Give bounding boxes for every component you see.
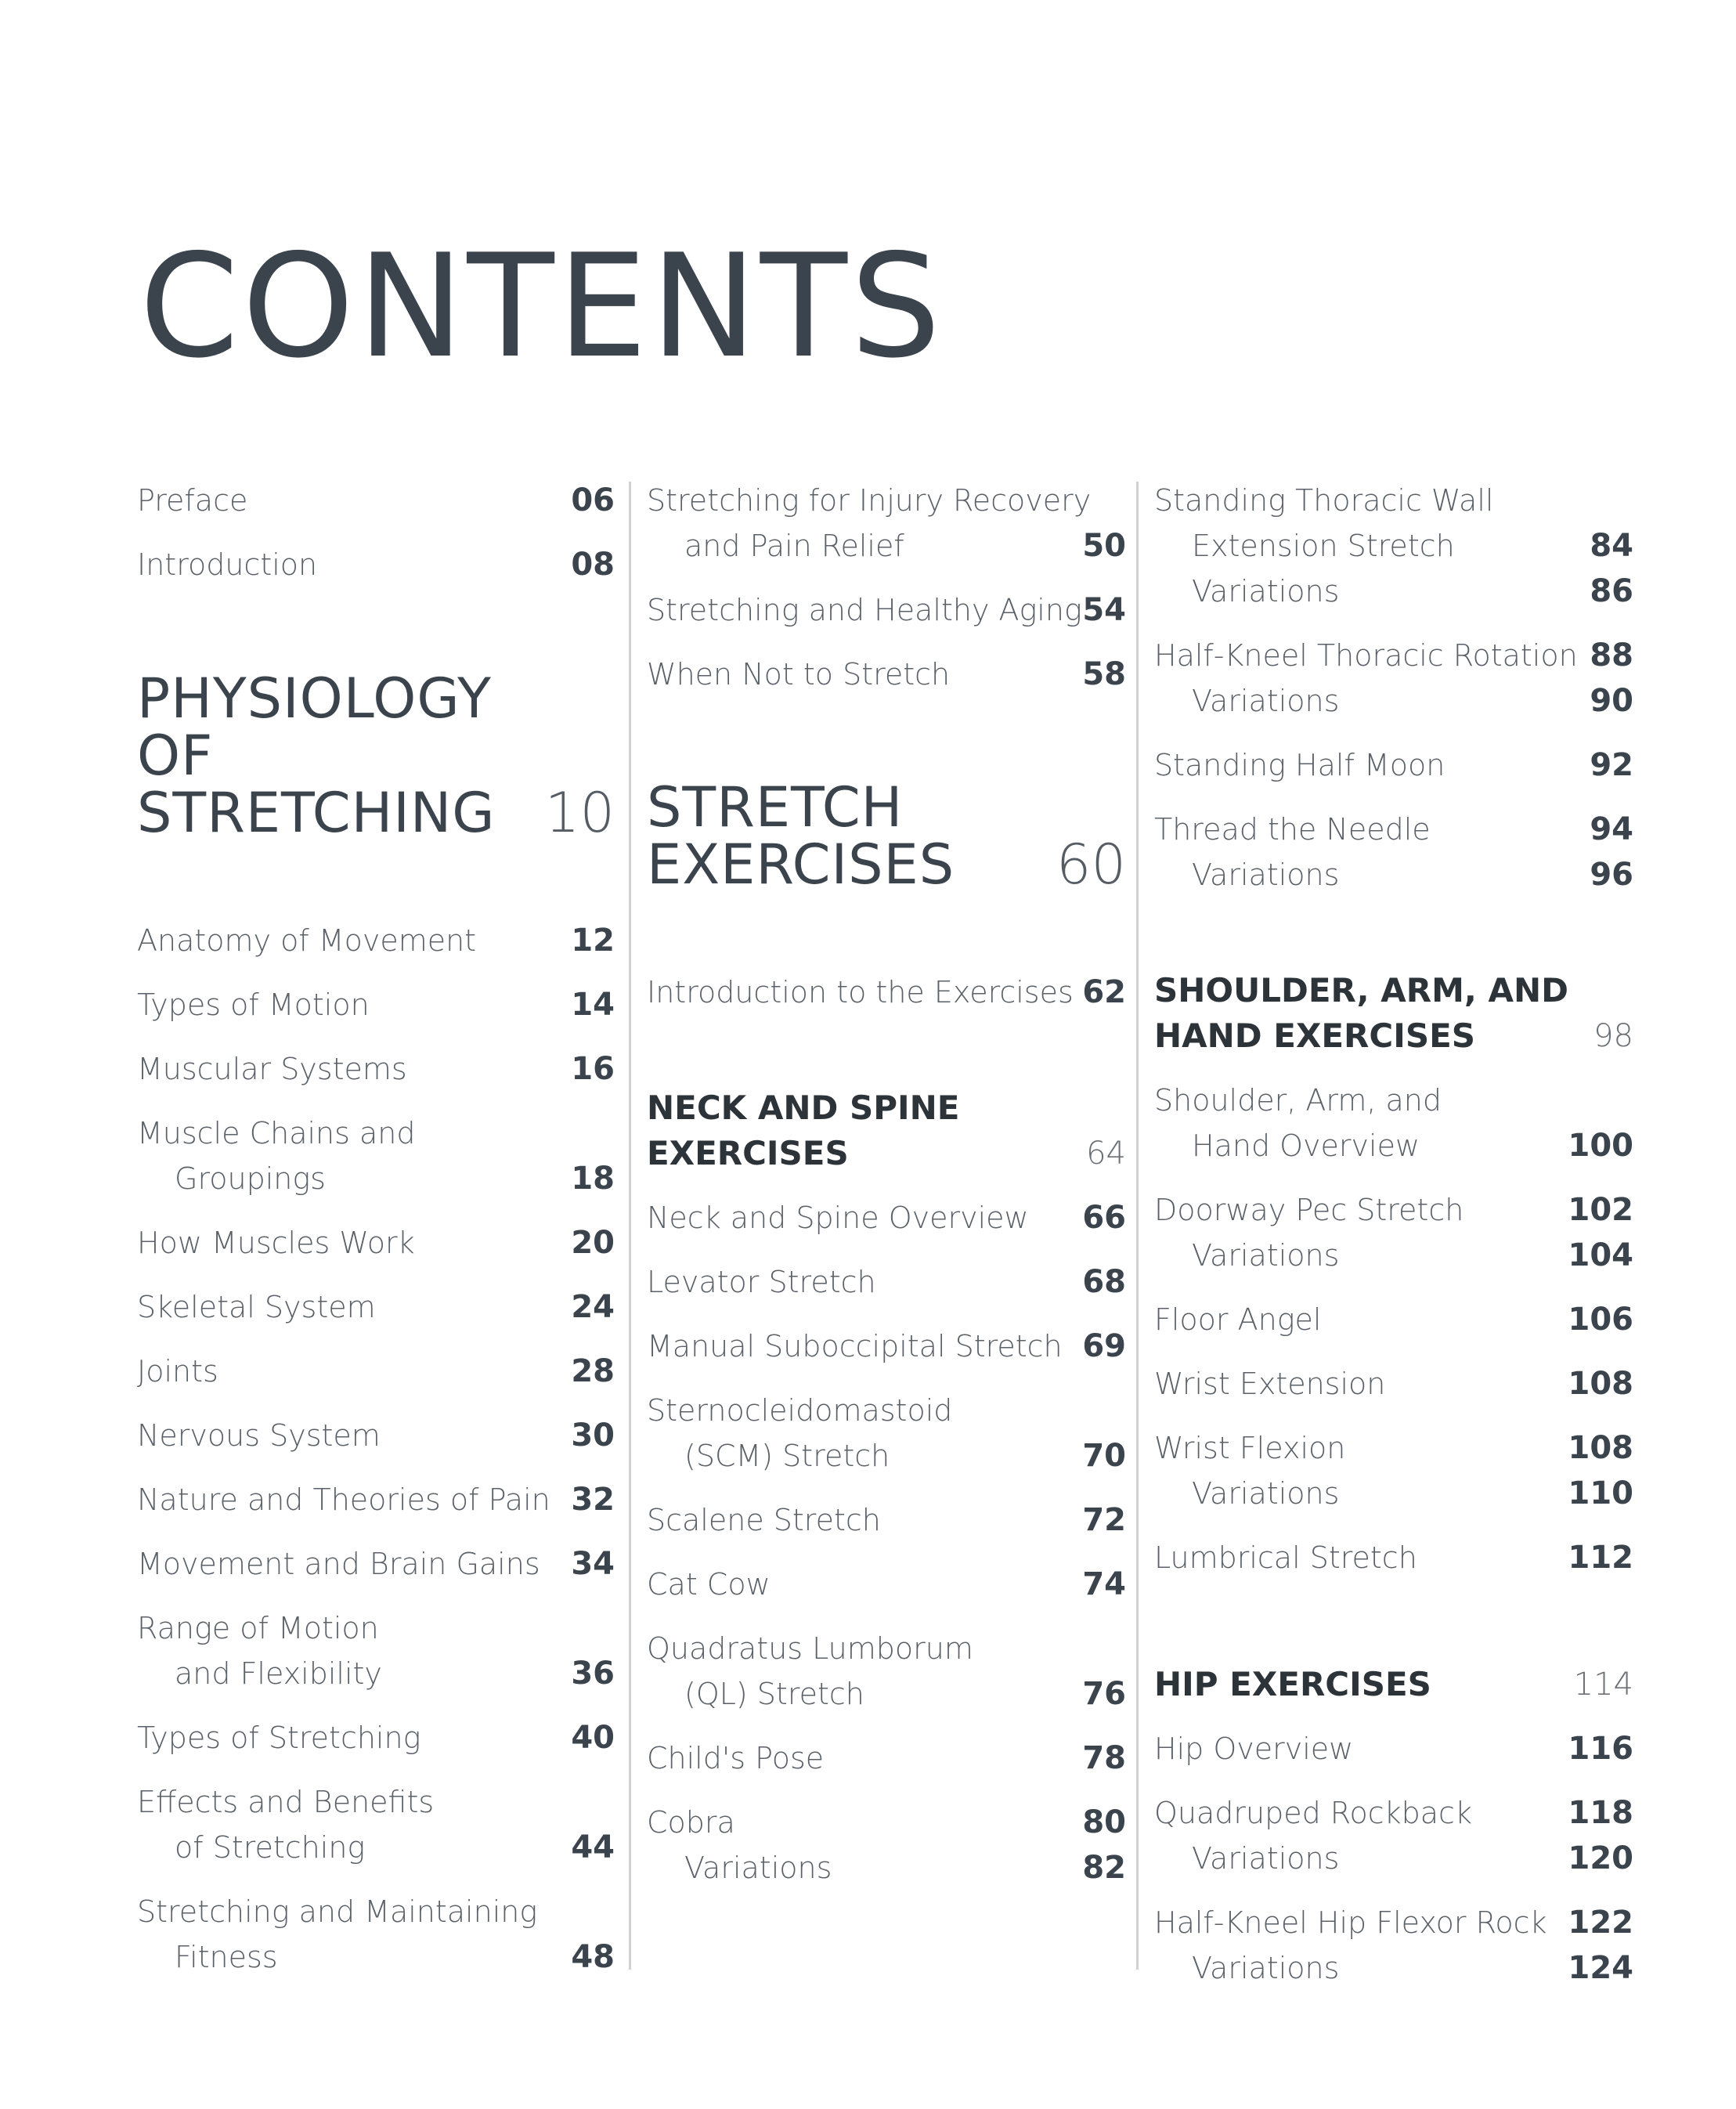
toc-entry-label[interactable]: Doorway Pec Stretch: [1154, 1193, 1464, 1227]
toc-entry-page: 90: [1590, 683, 1633, 719]
toc-entry-label[interactable]: Standing Half Moon: [1154, 748, 1445, 782]
toc-entry-label[interactable]: Variations: [1192, 1238, 1340, 1273]
toc-entry-label[interactable]: Neck and Spine Overview: [647, 1201, 1029, 1235]
toc-entry-label[interactable]: Half-Kneel Hip Flexor Rock: [1154, 1905, 1547, 1940]
toc-entry-label[interactable]: Thread the Needle: [1154, 812, 1431, 847]
toc-entry-label[interactable]: Variations: [1192, 858, 1340, 892]
toc-entry-label[interactable]: Variations: [684, 1851, 832, 1885]
toc-entry-page: 74: [1082, 1566, 1126, 1602]
toc-entry-label[interactable]: Effects and Benefits: [137, 1785, 435, 1819]
toc-entry-page: 86: [1590, 573, 1633, 609]
toc-entry-label[interactable]: Muscle Chains and: [137, 1116, 416, 1150]
toc-entry-page: 80: [1082, 1804, 1126, 1840]
toc-entry-label[interactable]: Quadruped Rockback: [1154, 1796, 1472, 1830]
subsection-page: 64: [1086, 1136, 1126, 1172]
toc-entry-page: 76: [1082, 1676, 1126, 1712]
page-title: CONTENTS: [139, 223, 944, 389]
toc-entry-label[interactable]: (SCM) Stretch: [684, 1439, 890, 1473]
toc-entry-label[interactable]: Cat Cow: [647, 1567, 771, 1602]
toc-entry-label[interactable]: Variations: [1192, 1951, 1340, 1985]
toc-entry-page: 124: [1568, 1950, 1633, 1986]
section-title[interactable]: STRETCHING: [137, 781, 496, 845]
toc-entry-label[interactable]: of Stretching: [175, 1830, 366, 1865]
toc-entry-label[interactable]: and Flexibility: [175, 1656, 382, 1691]
toc-entry-page: 48: [571, 1939, 615, 1975]
toc-entry-page: 18: [571, 1161, 615, 1197]
toc-entry-label[interactable]: Quadratus Lumborum: [647, 1631, 973, 1666]
toc-entry-label[interactable]: Child's Pose: [647, 1741, 825, 1775]
toc-entry-page: 118: [1568, 1795, 1633, 1831]
toc-entry-page: 100: [1568, 1128, 1633, 1164]
toc-entry-page: 58: [1082, 656, 1126, 692]
toc-entry-page: 16: [571, 1051, 615, 1087]
toc-entry-page: 88: [1590, 637, 1633, 674]
toc-entry-page: 08: [571, 547, 615, 583]
section-title[interactable]: OF: [137, 724, 214, 788]
toc-entry-label[interactable]: How Muscles Work: [137, 1226, 415, 1260]
toc-entry-page: 120: [1568, 1840, 1633, 1876]
toc-entry-label[interactable]: Wrist Extension: [1154, 1367, 1386, 1401]
toc-entry-page: 96: [1590, 857, 1633, 893]
toc-entry-label[interactable]: Range of Motion: [137, 1611, 379, 1645]
toc-entry-page: 70: [1082, 1438, 1126, 1474]
toc-entry-label[interactable]: Extension Stretch: [1192, 529, 1455, 563]
toc-entry-page: 104: [1568, 1237, 1633, 1273]
section-title[interactable]: STRETCH: [647, 775, 904, 840]
toc-entry-label[interactable]: Skeletal System: [137, 1290, 376, 1324]
toc-entry-page: 68: [1082, 1264, 1126, 1300]
toc-entry-label[interactable]: Variations: [1192, 684, 1340, 718]
subsection-page: 98: [1593, 1018, 1633, 1054]
toc-entry-label[interactable]: Preface: [137, 483, 248, 518]
toc-entry-label[interactable]: Nature and Theories of Pain: [137, 1482, 550, 1517]
toc-entry-page: 20: [571, 1225, 615, 1261]
section-page: 60: [1056, 832, 1126, 897]
column-divider: [1136, 482, 1139, 1970]
toc-entry-page: 34: [571, 1546, 615, 1582]
toc-entry-label[interactable]: Variations: [1192, 1841, 1340, 1876]
section-title[interactable]: EXERCISES: [647, 832, 955, 897]
toc-entry-label[interactable]: Stretching and Maintaining: [137, 1894, 538, 1929]
toc-entry-label[interactable]: Stretching and Healthy Aging: [647, 593, 1082, 627]
toc-entry-label[interactable]: Variations: [1192, 1476, 1340, 1511]
toc-entry-page: 36: [571, 1656, 615, 1692]
toc-entry-page: 108: [1568, 1366, 1633, 1402]
toc-entry-label[interactable]: Floor Angel: [1154, 1302, 1322, 1337]
subsection-title[interactable]: NECK AND SPINE: [647, 1089, 960, 1127]
section-page: 10: [544, 781, 615, 845]
toc-entry-label[interactable]: Shoulder, Arm, and: [1154, 1083, 1442, 1118]
subsection-title[interactable]: HIP EXERCISES: [1154, 1665, 1431, 1703]
toc-entry-page: 62: [1082, 974, 1126, 1010]
subsection-title[interactable]: HAND EXERCISES: [1154, 1017, 1476, 1055]
toc-entry-page: 112: [1568, 1540, 1633, 1576]
toc-entry-page: 24: [571, 1289, 615, 1325]
toc-entry-page: 40: [571, 1720, 615, 1756]
toc-entry-page: 116: [1568, 1731, 1633, 1767]
toc-entry-page: 12: [571, 923, 615, 959]
toc-entry-page: 28: [571, 1353, 615, 1389]
toc-entry-label[interactable]: Half-Kneel Thoracic Rotation: [1154, 638, 1578, 673]
toc-entry-label[interactable]: Sternocleidomastoid: [647, 1393, 953, 1428]
toc-entry-page: 32: [571, 1482, 615, 1518]
toc-entry-label[interactable]: Muscular Systems: [137, 1052, 407, 1086]
toc-entry-label[interactable]: and Pain Relief: [684, 529, 904, 563]
toc-entry-page: 66: [1082, 1200, 1126, 1236]
toc-entry-label[interactable]: Scalene Stretch: [647, 1503, 881, 1537]
toc-entry-page: 72: [1082, 1502, 1126, 1538]
toc-entry-label[interactable]: Hip Overview: [1154, 1732, 1354, 1766]
toc-entry-label[interactable]: When Not to Stretch: [647, 657, 951, 692]
toc-entry-page: 50: [1082, 528, 1126, 564]
toc-entry-page: 06: [571, 482, 615, 518]
toc-entry-page: 14: [571, 987, 615, 1023]
toc-entry-page: 106: [1568, 1302, 1633, 1338]
toc-entry-label[interactable]: Manual Suboccipital Stretch: [647, 1329, 1063, 1363]
toc-entry-page: 44: [571, 1829, 615, 1865]
toc-entry-label[interactable]: Types of Motion: [137, 988, 370, 1022]
toc-entry-label[interactable]: Stretching for Injury Recovery: [647, 483, 1092, 518]
toc-entry-label[interactable]: Introduction: [137, 547, 318, 582]
toc-entry-label[interactable]: Movement and Brain Gains: [137, 1547, 540, 1581]
toc-entry-label[interactable]: Anatomy of Movement: [137, 923, 477, 958]
toc-entry-label[interactable]: Joints: [137, 1354, 218, 1389]
subsection-page: 114: [1573, 1667, 1633, 1703]
toc-entry-label[interactable]: Wrist Flexion: [1154, 1431, 1346, 1465]
toc-entry-label[interactable]: Nervous System: [137, 1418, 381, 1453]
toc-entry-label[interactable]: Standing Thoracic Wall: [1154, 483, 1494, 518]
toc-entry-label[interactable]: Fitness: [175, 1940, 278, 1974]
column-divider: [629, 482, 631, 1970]
subsection-title[interactable]: EXERCISES: [647, 1134, 849, 1172]
section-title[interactable]: PHYSIOLOGY: [137, 666, 492, 731]
toc-entry-page: 102: [1568, 1192, 1633, 1228]
toc-entry-label[interactable]: Hand Overview: [1192, 1129, 1420, 1163]
toc-entry-page: 84: [1590, 528, 1633, 564]
toc-entry-page: 78: [1082, 1740, 1126, 1776]
toc-entry-page: 69: [1082, 1328, 1126, 1364]
toc-entry-page: 108: [1568, 1430, 1633, 1466]
toc-entry-label[interactable]: Cobra: [647, 1805, 735, 1840]
toc-entry-page: 122: [1568, 1905, 1633, 1941]
toc-entry-label[interactable]: Types of Stretching: [137, 1721, 421, 1755]
toc-entry-page: 94: [1590, 811, 1633, 847]
toc-entry-page: 30: [571, 1417, 615, 1454]
toc-entry-label[interactable]: Lumbrical Stretch: [1154, 1540, 1417, 1575]
toc-entry-page: 54: [1082, 592, 1126, 628]
toc-entry-page: 110: [1568, 1475, 1633, 1511]
toc-entry-label[interactable]: (QL) Stretch: [684, 1677, 864, 1711]
toc-entry-page: 82: [1082, 1850, 1126, 1886]
toc-entry-label[interactable]: Levator Stretch: [647, 1265, 876, 1299]
toc-entry-page: 92: [1590, 747, 1633, 783]
toc-entry-label[interactable]: Groupings: [175, 1161, 326, 1196]
toc-entry-label[interactable]: Introduction to the Exercises: [647, 975, 1074, 1009]
toc-entry-label[interactable]: Variations: [1192, 574, 1340, 609]
subsection-title[interactable]: SHOULDER, ARM, AND: [1154, 971, 1568, 1009]
